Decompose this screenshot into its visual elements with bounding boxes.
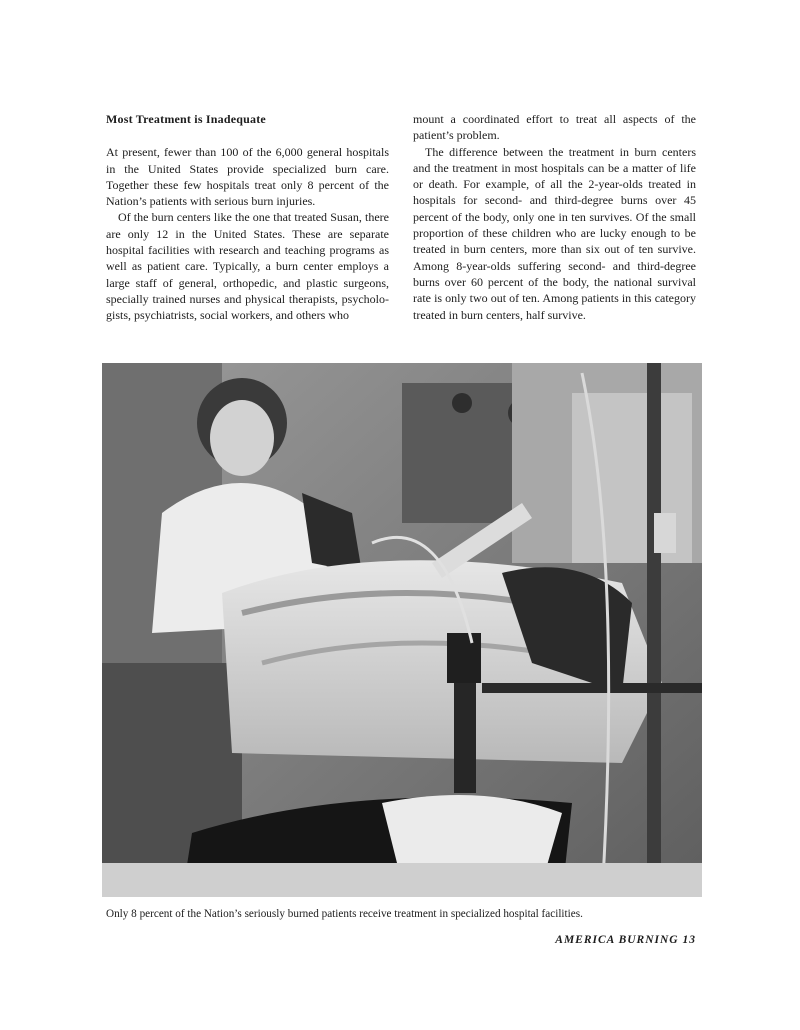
paragraph: The difference between the treatment in burn centers and the treatment in most hospitals can be a matter of life or death. For example, of all the 2-year-olds treated in hospitals for second- and third-degree burns over 45 percent of the body, only one in ten survives. Of the small proportion of these children who are lucky enough to be treated in burn centers, more than six out of ten survive. Among 8-year-olds suffering second- and third-degree burns over 60 percent of the body, the national survival rate is only two out of ten. Among patients in this category treated in burn centers, half survive. [413, 144, 696, 322]
section-heading: Most Treatment is Inadequate [106, 112, 266, 126]
paragraph: At present, fewer than 100 of the 6,000 general hospitals in the United States provide specialized burn care. Together these few hospitals treat only 8 percent of the Nation’s patients with serious burn injuries. [106, 145, 389, 209]
left-column [106, 111, 389, 324]
photo-illustration [102, 363, 702, 897]
hospital-photo [102, 363, 702, 897]
paragraph: mount a coordinated effort to treat all aspects of the patient’s problem. [413, 112, 696, 143]
running-footer: AMERICA BURNING 13 [555, 934, 696, 946]
figure-caption: Only 8 percent of the Nation’s seriously burned patients receive treatment in specialized hospital facilities. [106, 908, 583, 920]
paragraph: Of the burn centers like the one that treated Susan, there are only 12 in the United States. These are separate hospital facilities with research and teaching programs as well as patient care. Typically, a burn center employs a large staff of general, orthopedic, and plastic surgeons, specially trained nurses and physical therapists, psycholo-gists, psychiatrists, social workers, and others who [106, 210, 389, 323]
right-column [413, 111, 696, 323]
